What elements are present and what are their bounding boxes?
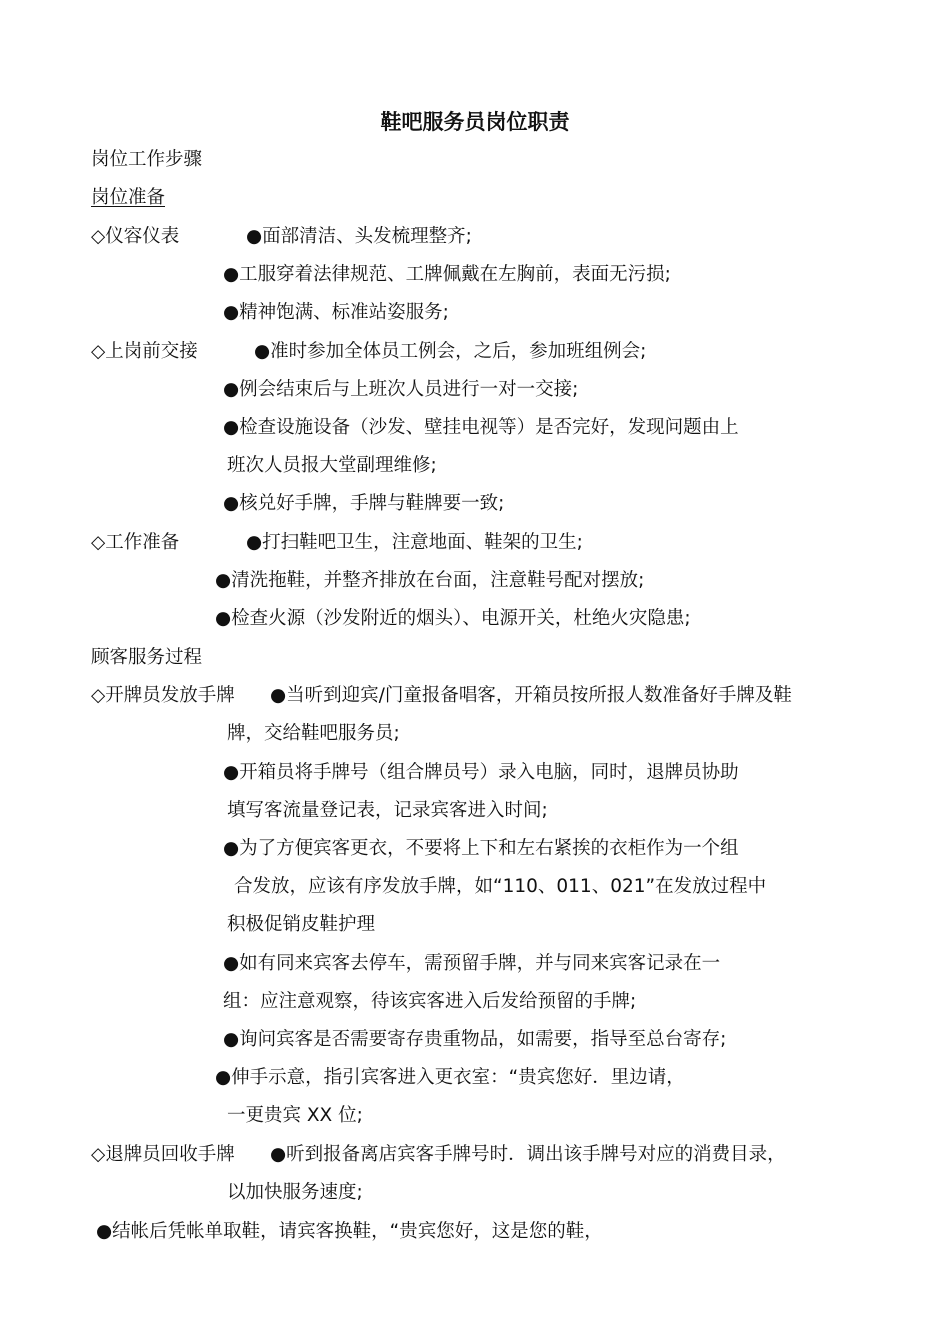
bullet-text: ●听到报备离店宾客手牌号时．调出该手牌号对应的消费目录， bbox=[270, 1144, 786, 1165]
bullet-text: ●如有同来宾客去停车，需预留手牌，并与同来宾客记录在一 bbox=[223, 953, 721, 974]
item-heading: ◇仪容仪表 bbox=[91, 226, 180, 247]
bullet-text: ●例会结束后与上班次人员进行一对一交接; bbox=[223, 379, 579, 400]
continuation-text: 组：应注意观察，待该宾客进入后发给预留的手牌; bbox=[223, 991, 637, 1012]
continuation-text: 填写客流量登记表，记录宾客进入时间; bbox=[227, 800, 548, 821]
bullet-text: ●伸手示意，指引宾客进入更衣室：“贵宾您好．里边请， bbox=[215, 1067, 685, 1088]
bullet-text: ●工服穿着法律规范、工牌佩戴在左胸前，表面无污损; bbox=[223, 264, 671, 285]
continuation-text: 积极促销皮鞋护理 bbox=[227, 914, 376, 935]
bullet-text: ●检查火源（沙发附近的烟头）、电源开关，杜绝火灾隐患; bbox=[215, 608, 691, 629]
document-title: 鞋吧服务员岗位职责 bbox=[380, 110, 570, 134]
item-heading: ◇工作准备 bbox=[91, 532, 180, 553]
bullet-text: ●结帐后凭帐单取鞋，请宾客换鞋，“贵宾您好，这是您的鞋， bbox=[96, 1221, 603, 1242]
item-heading: ◇上岗前交接 bbox=[91, 341, 198, 362]
item-heading: ◇开牌员发放手牌 bbox=[91, 685, 235, 706]
bullet-text: ●检查设施设备（沙发、壁挂电视等）是否完好，发现问题由上 bbox=[223, 417, 739, 438]
subsection-heading: 岗位准备 bbox=[91, 187, 166, 208]
bullet-text: ●面部清洁、头发梳理整齐; bbox=[246, 226, 472, 247]
bullet-text: ●询问宾客是否需要寄存贵重物品，如需要，指导至总台寄存; bbox=[223, 1029, 727, 1050]
continuation-text: 一更贵宾 XX 位; bbox=[227, 1105, 363, 1126]
bullet-text: ●打扫鞋吧卫生，注意地面、鞋架的卫生; bbox=[246, 532, 583, 553]
bullet-text: ●精神饱满、标准站姿服务; bbox=[223, 302, 449, 323]
bullet-text: ●为了方便宾客更衣，不要将上下和左右紧挨的衣柜作为一个组 bbox=[223, 838, 739, 859]
continuation-text: 牌，交给鞋吧服务员; bbox=[227, 723, 400, 744]
item-heading: ◇退牌员回收手牌 bbox=[91, 1144, 235, 1165]
continuation-text: 合发放，应该有序发放手牌，如“110、011、021”在发放过程中 bbox=[234, 876, 767, 897]
section-heading: 顾客服务过程 bbox=[91, 647, 203, 668]
bullet-text: ●当听到迎宾/门童报备唱客，开箱员按所报人数准备好手牌及鞋 bbox=[270, 685, 792, 706]
bullet-text: ●清洗拖鞋，并整齐排放在台面，注意鞋号配对摆放; bbox=[215, 570, 645, 591]
bullet-text: ●开箱员将手牌号（组合牌员号）录入电脑，同时，退牌员协助 bbox=[223, 762, 739, 783]
section-heading: 岗位工作步骤 bbox=[91, 149, 203, 170]
continuation-text: 班次人员报大堂副理维修; bbox=[227, 455, 437, 476]
bullet-text: ●核兑好手牌，手牌与鞋牌要一致; bbox=[223, 493, 505, 514]
continuation-text: 以加快服务速度; bbox=[227, 1182, 363, 1203]
bullet-text: ●准时参加全体员工例会，之后，参加班组例会; bbox=[254, 341, 647, 362]
